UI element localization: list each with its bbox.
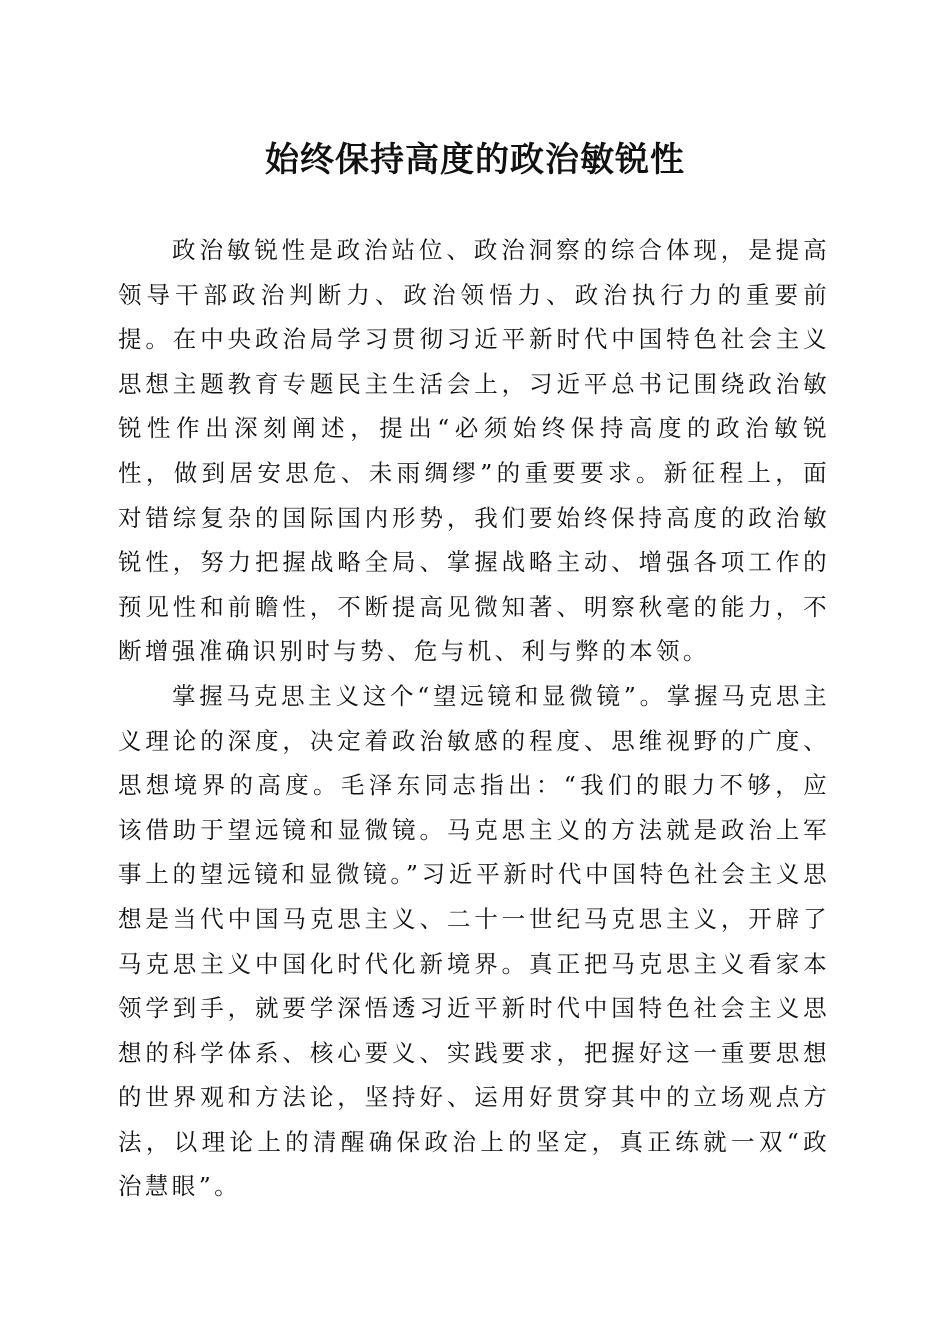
- paragraph-1: 政治敏锐性是政治站位、政治洞察的综合体现，是提高领导干部政治判断力、政治领悟力、政治执行力的重要前提。在中央政治局学习贯彻习近平新时代中国特色社会主义思想主题教育专题民主生活会上，习近平总书记围绕政治敏锐性作出深刻阐述，提出“必须始终保持高度的政治敏锐性，做到居安思危、未雨绸缪”的重要要求。新征程上，面对错综复杂的国际国内形势，我们要始终保持高度的政治敏锐性，努力把握战略全局、掌握战略主动、增强各项工作的预见性和前瞻性，不断提高见微知著、明察秋毫的能力，不断增强准确识别时与势、危与机、利与弊的本领。: [118, 236, 830, 666]
- paragraph-2: 掌握马克思主义这个“望远镜和显微镜”。掌握马克思主义理论的深度，决定着政治敏感的程度、思维视野的广度、思想境界的高度。毛泽东同志指出：“我们的眼力不够，应该借助于望远镜和显微镜。马克思主义的方法就是政治上军事上的望远镜和显微镜。”习近平新时代中国特色社会主义思想是当代中国马克思主义、二十一世纪马克思主义，开辟了马克思主义中国化时代化新境界。真正把马克思主义看家本领学到手，就要学深悟透习近平新时代中国特色社会主义思想的科学体系、核心要义、实践要求，把握好这一重要思想的世界观和方法论，坚持好、运用好贯穿其中的立场观点方法，以理论上的清醒确保政治上的坚定，真正练就一双“政治慧眼”。: [118, 681, 830, 1201]
- article-body: [118, 228, 830, 1209]
- page-title: 始终保持高度的政治敏锐性: [265, 140, 685, 180]
